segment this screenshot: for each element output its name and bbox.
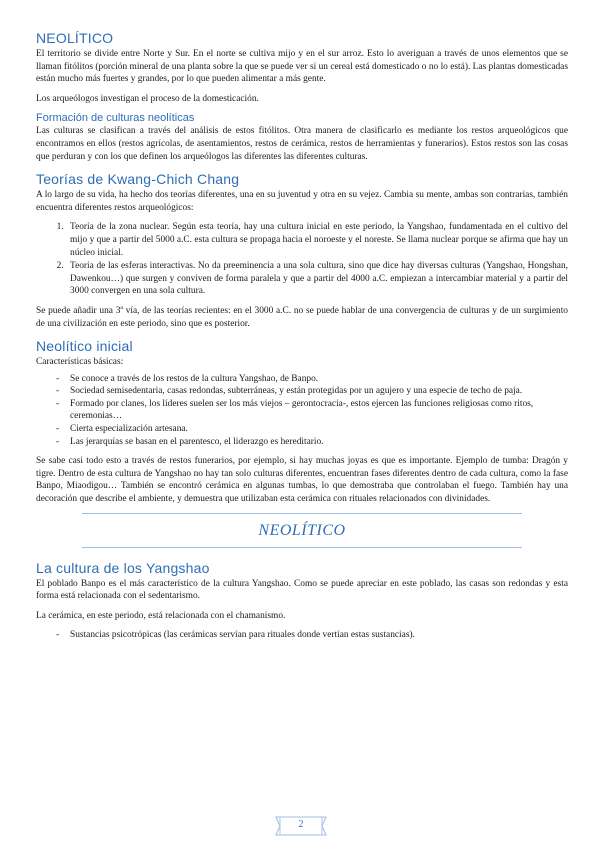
document-page [36,30,568,649]
page-number-box [272,815,330,837]
subsection-title-formacion: Formación de culturas neolíticas [36,112,195,125]
section-title-teorias: Teorías de Kwang-Chich Chang [36,171,240,188]
divider [82,547,522,548]
dash-list [36,373,568,449]
paragraph: Los arqueólogos investigan el proceso de la domesticación. [36,93,259,104]
section-title-neolitico-inicial: Neolítico inicial [36,338,133,355]
section-title-yangshao: La cultura de los Yangshao [36,559,210,576]
paragraph: La cerámica, en este periodo, está relacionada con el chamanismo. [36,610,286,621]
list-item: - Sustancias psicotrópicas (las cerámicas servían para rituales donde vertían estas sustancias). [56,629,568,642]
paragraph: Las culturas se clasifican a través del análisis de estos fitólitos. Otra manera de clasificarlo es mediante los restos arqueológicos que encontramos en ellos (restos agrícolas, de asentamientos, restos de cerámica, restos de herramientas y funerarios). Estos restos son las cosas que perduran y con los que definen los arqueólogos las diferentes las diferentes culturas. [36,126,568,162]
list-item: - Sociedad semisedentaria, casas redondas, subterráneas, y están protegidas por un agujero y una especie de techo de paja. [56,385,568,398]
list-item: 1. Teoría de la zona nuclear. Según esta teoría, hay una cultura inicial en este periodo, la Yangshao, fundamentada en el cultivo del mijo y que a partir del 5000 a.C. esta cultura se propaga hacia el noroeste y el noreste. Se llama nuclear porque se afirma que hay un núcleo inicial. [66,221,568,259]
numbered-list [36,221,568,298]
list-item: 2. Teoría de las esferas interactivas. No da preeminencia a una sola cultura, sino que dice hay diversas culturas (Yangshao, Hongshan, Dawenkou…) que surgen y conviven de forma paralela y que a partir del 4000 a.C. empiezan a intercambiar material y a partir del 3000 convergen en una sola cultura. [66,260,568,298]
paragraph: El poblado Banpo es el más característico de la cultura Yangshao. Como se puede apreciar en este poblado, las casas son redondas y esta forma está relacionada con el sedentarismo. [36,578,568,602]
paragraph: A lo largo de su vida, ha hecho dos teorías diferentes, una en su juventud y otra en su vejez. Cambia su mente, ambas son contrarias, también encuentra diferentes restos arqueológicos: [36,190,568,213]
list-item: - Cierta especialización artesana. [56,423,568,436]
paragraph: El territorio se divide entre Norte y Sur. En el norte se cultiva mijo y en el sur arroz. Esto lo averiguan a través de unos elementos que se llaman fitólitos (porción mineral de una planta sobre la que se puede ver si un cereal está domesticado o no lo está). Las plantas domesticadas están mucho más fuertes y grandes, por lo que pueden alimentar a más gente. [36,49,568,85]
dash-list [36,629,568,642]
paragraph: Características básicas: [36,357,124,368]
paragraph: Se sabe casi todo esto a través de restos funerarios, por ejemplo, si hay muchas joyas es que es importante. Ejemplo de tumba: Dragón y tigre. Dentro de esta cultura de Yangshao no hay tan solo culturas diferentes, encuentran fases diferentes dentro de cada cultura, como la fase Banpo, Miaodigou… También se encontró cerámica en algunas tumbas, lo que demostraba que controlaban el fuego. También hay una decoración que describe el ambiente, y demuestra que utilizaban esta cerámica con rituales relacionados con divinidades. [36,456,568,505]
section-title-neolitico: NEOLÍTICO [36,30,114,46]
list-item: - Las jerarquías se basan en el parentesco, el liderazgo es hereditario. [56,436,568,449]
list-item: - Formado por clanes, los líderes suelen ser los más viejos – gerontocracia-, estos ejercen las funciones religiosas como ritos, ceremonias… [56,398,568,423]
banner-title: NEOLÍTICO [258,521,346,539]
page-number: 2 [298,819,304,830]
paragraph: Se puede añadir una 3ª vía, de las teorías recientes: en el 3000 a.C. no se puede hablar de una convergencia de culturas y de un surgimiento de una civilización en este periodo, sino que es posterior. [36,305,568,329]
divider [82,513,522,514]
list-item: - Se conoce a través de los restos de la cultura Yangshao, de Banpo. [56,373,568,386]
